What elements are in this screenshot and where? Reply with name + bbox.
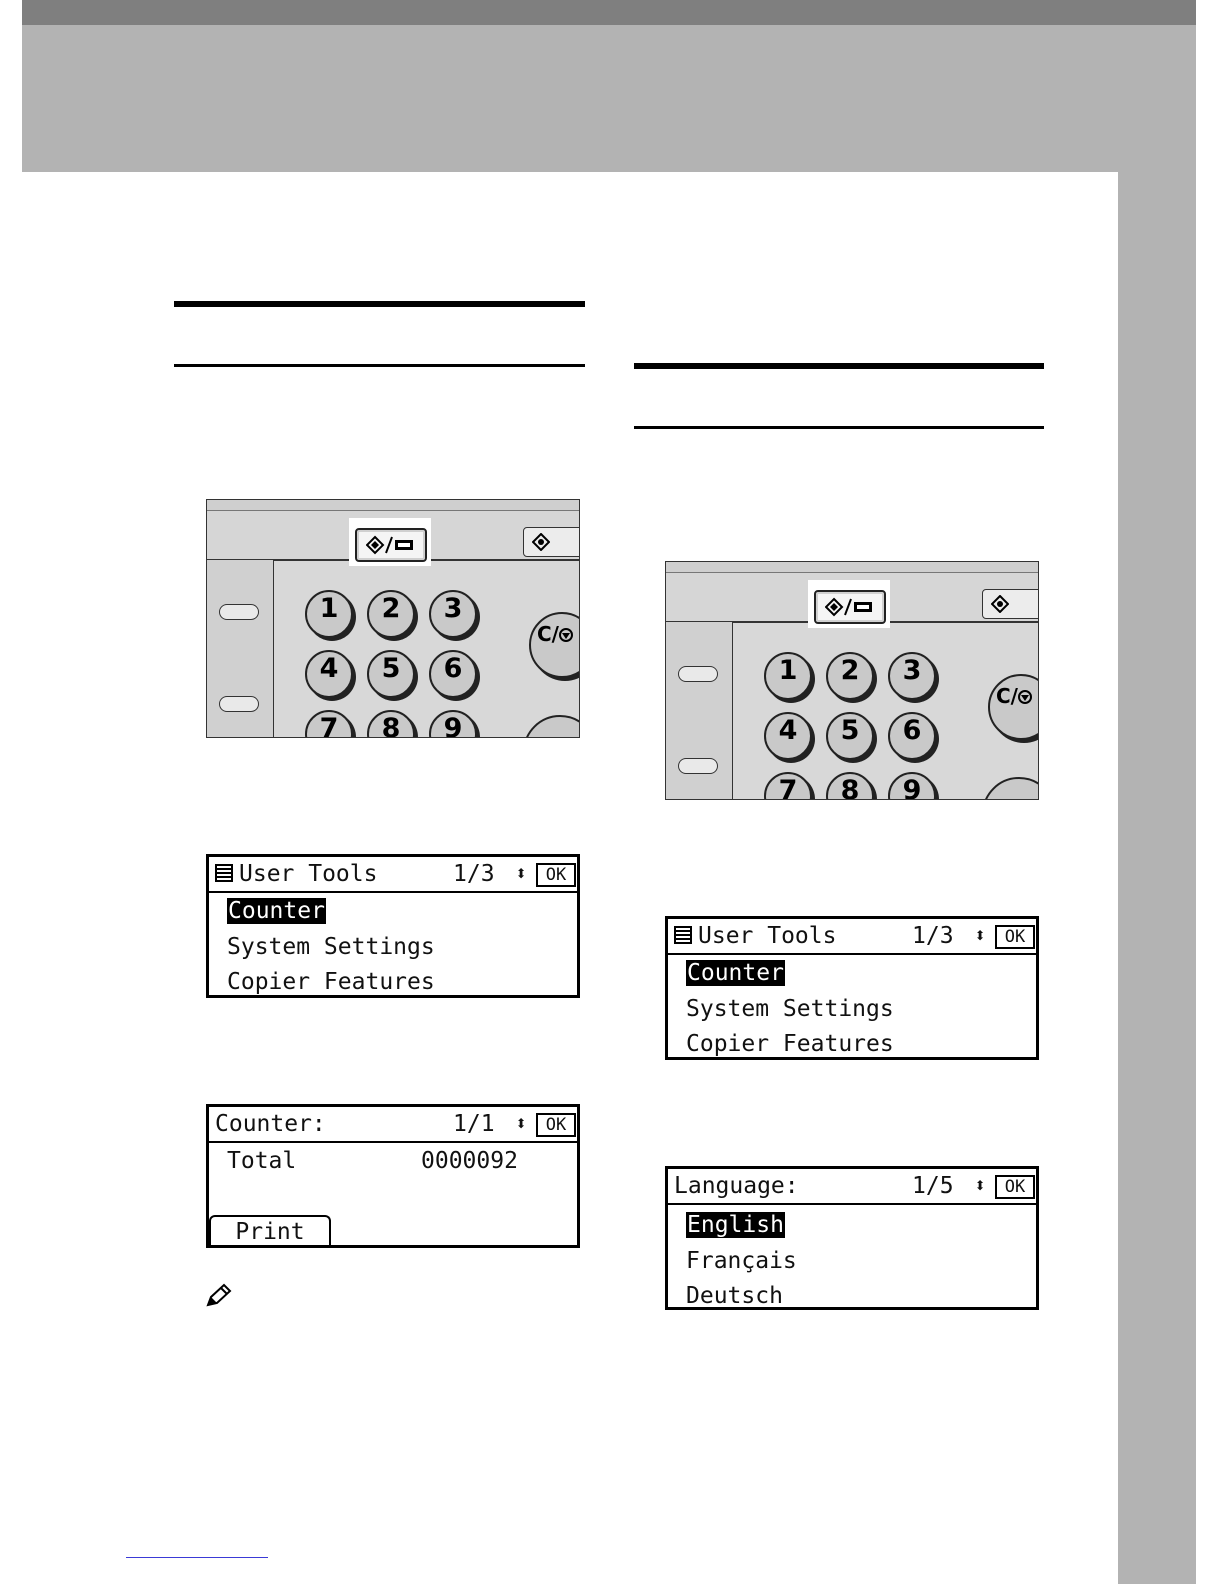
keypad-key-1[interactable]: 1 bbox=[764, 652, 812, 700]
footer-link-underline[interactable] bbox=[126, 1557, 268, 1558]
check-modes-icon bbox=[532, 533, 550, 551]
left-section-rule-top bbox=[174, 301, 585, 307]
ok-button[interactable]: OK bbox=[536, 1113, 576, 1137]
panel-indicator-upper bbox=[219, 604, 259, 620]
keypad-key-2[interactable]: 2 bbox=[367, 590, 415, 638]
panel-indicator-lower bbox=[219, 696, 259, 712]
keypad-key-2[interactable]: 2 bbox=[826, 652, 874, 700]
keypad-key-4[interactable]: 4 bbox=[305, 650, 353, 698]
pencil-note-icon bbox=[204, 1283, 234, 1309]
menu-item-system-settings[interactable]: System Settings bbox=[686, 996, 894, 1022]
up-down-arrow-icon: ⬍ bbox=[515, 861, 528, 885]
keypad-key-6[interactable]: 6 bbox=[888, 712, 936, 760]
top-dark-strip bbox=[22, 0, 1196, 25]
print-tab[interactable]: Print bbox=[209, 1215, 331, 1247]
clear-stop-label: C/ bbox=[996, 684, 1032, 708]
control-panel-illustration-left bbox=[206, 499, 580, 738]
ok-button[interactable]: OK bbox=[536, 863, 576, 887]
panel-indicator-upper bbox=[678, 666, 718, 682]
menu-item-copier-features[interactable]: Copier Features bbox=[686, 1031, 894, 1057]
keypad-key-9[interactable]: 9 bbox=[429, 710, 477, 738]
start-key[interactable] bbox=[982, 777, 1039, 800]
lcd-page-indicator: 1/3 bbox=[912, 923, 954, 949]
right-margin-band bbox=[1118, 172, 1196, 1584]
keypad-key-3[interactable]: 3 bbox=[888, 652, 936, 700]
user-tools-counter-icon bbox=[825, 597, 875, 617]
check-modes-icon bbox=[991, 595, 1009, 613]
lcd-language bbox=[665, 1166, 1039, 1310]
start-key[interactable] bbox=[523, 715, 580, 738]
left-section-rule-bottom bbox=[174, 364, 585, 367]
lcd-title: User Tools bbox=[698, 923, 837, 949]
language-option-english[interactable]: English bbox=[687, 1212, 784, 1238]
keypad-key-4[interactable]: 4 bbox=[764, 712, 812, 760]
check-modes-key[interactable] bbox=[982, 589, 1039, 619]
clear-stop-label: C/ bbox=[537, 622, 573, 646]
lcd-title: Counter: bbox=[215, 1111, 326, 1137]
up-down-arrow-icon: ⬍ bbox=[974, 1173, 987, 1197]
stop-icon bbox=[1018, 690, 1032, 704]
lcd-title: Language: bbox=[674, 1173, 799, 1199]
total-value: 0000092 bbox=[421, 1148, 518, 1174]
keypad-key-6[interactable]: 6 bbox=[429, 650, 477, 698]
menu-item-copier-features[interactable]: Copier Features bbox=[227, 969, 435, 995]
header-band bbox=[22, 25, 1196, 172]
lcd-title: User Tools bbox=[239, 861, 378, 887]
stop-icon bbox=[559, 628, 573, 642]
keypad-key-3[interactable]: 3 bbox=[429, 590, 477, 638]
lcd-page-indicator: 1/3 bbox=[453, 861, 495, 887]
ok-button[interactable]: OK bbox=[995, 1175, 1035, 1199]
menu-item-counter[interactable]: Counter bbox=[228, 898, 325, 924]
keypad-key-8[interactable]: 8 bbox=[826, 772, 874, 800]
keypad-key-5[interactable]: 5 bbox=[826, 712, 874, 760]
keypad-key-5[interactable]: 5 bbox=[367, 650, 415, 698]
menu-item-system-settings[interactable]: System Settings bbox=[227, 934, 435, 960]
check-modes-key[interactable] bbox=[523, 527, 580, 557]
keypad-key-7[interactable]: 7 bbox=[764, 772, 812, 800]
keypad-key-8[interactable]: 8 bbox=[367, 710, 415, 738]
right-section-rule-bottom bbox=[634, 426, 1044, 429]
language-option-francais[interactable]: Français bbox=[686, 1248, 797, 1274]
user-tools-counter-key[interactable] bbox=[814, 590, 886, 624]
menu-icon bbox=[215, 864, 233, 882]
lcd-page-indicator: 1/1 bbox=[453, 1111, 495, 1137]
up-down-arrow-icon: ⬍ bbox=[974, 923, 987, 947]
lcd-user-tools-right bbox=[665, 916, 1039, 1060]
panel-indicator-lower bbox=[678, 758, 718, 774]
up-down-arrow-icon: ⬍ bbox=[515, 1111, 528, 1135]
control-panel-illustration-right bbox=[665, 561, 1039, 800]
ok-button[interactable]: OK bbox=[995, 925, 1035, 949]
lcd-user-tools-left bbox=[206, 854, 580, 998]
user-tools-counter-icon bbox=[366, 535, 416, 555]
user-tools-counter-key[interactable] bbox=[355, 528, 427, 562]
lcd-counter bbox=[206, 1104, 580, 1248]
keypad-key-9[interactable]: 9 bbox=[888, 772, 936, 800]
right-section-rule-top bbox=[634, 363, 1044, 369]
keypad-key-1[interactable]: 1 bbox=[305, 590, 353, 638]
lcd-page-indicator: 1/5 bbox=[912, 1173, 954, 1199]
menu-icon bbox=[674, 926, 692, 944]
keypad-key-7[interactable]: 7 bbox=[305, 710, 353, 738]
menu-item-counter[interactable]: Counter bbox=[687, 960, 784, 986]
language-option-deutsch[interactable]: Deutsch bbox=[686, 1283, 783, 1309]
total-label: Total bbox=[227, 1148, 297, 1174]
